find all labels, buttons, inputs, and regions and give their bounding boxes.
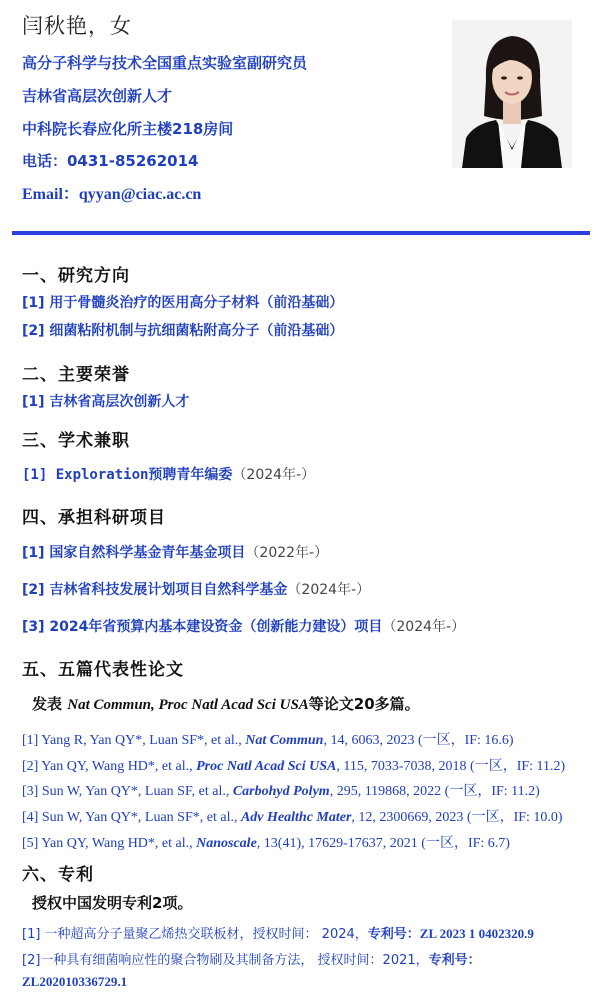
paper-item — [22, 729, 514, 749]
paper-item — [22, 780, 540, 800]
paper-details: , 13(41), 17629-17637, 2021 (一区，IF: 6.7) — [256, 836, 510, 851]
position-item-label: [1] Exploration预聘青年编委 — [22, 467, 233, 483]
patent-number: ZL 2023 1 0402320.9 — [419, 926, 534, 941]
project-date: （2022年-） — [245, 545, 329, 561]
patent-number: ZL202010336729.1 — [22, 974, 128, 989]
project-label: [3] 2024年省预算内基本建设资金（创新能力建设）项目 — [22, 619, 383, 635]
paper-authors: [3] Sun W, Yan QY*, Luan SF, et al., — [22, 784, 233, 799]
email[interactable]: Email：qyyan@ciac.ac.cn — [22, 186, 202, 203]
section-title-projects: 四、承担科研项目 — [22, 508, 166, 528]
paper-details: , 12, 2300669, 2023 (一区，IF: 10.0) — [351, 810, 563, 825]
profile-header — [0, 0, 600, 240]
person-name: 闫秋艳，女 — [22, 14, 132, 38]
project-date: （2024年-） — [287, 582, 371, 598]
project-date: （2024年-） — [382, 619, 466, 635]
office-address: 中科院长春应化所主楼218房间 — [22, 120, 234, 138]
honor-item: [1] 吉林省高层次创新人才 — [22, 394, 190, 410]
position-item-date: （2024年-） — [232, 467, 316, 483]
position-title: 高分子科学与技术全国重点实验室副研究员 — [22, 54, 308, 72]
paper-details: , 115, 7033-7038, 2018 (一区，IF: 11.2) — [336, 759, 566, 774]
patent-number-label: 专利号： — [428, 953, 481, 968]
paper-journal: Adv Healthc Mater — [240, 810, 352, 825]
section-title-papers: 五、五篇代表性论文 — [22, 660, 184, 680]
project-item — [22, 616, 465, 636]
research-item: [2] 细菌粘附机制与抗细菌粘附高分子（前沿基础） — [22, 323, 344, 339]
header-divider — [12, 231, 590, 235]
paper-authors: [5] Yan QY, Wang HD*, et al., — [22, 836, 197, 851]
papers-summary-pre: 发表 — [32, 695, 68, 713]
paper-details: , 14, 6063, 2023 (一区，IF: 16.6) — [323, 733, 514, 748]
section-title-patents: 六、专利 — [22, 865, 94, 885]
talent-title: 吉林省高层次创新人才 — [22, 87, 173, 105]
project-item — [22, 542, 328, 562]
section-title-research: 一、研究方向 — [22, 266, 130, 286]
patent-number-label: 专利号： — [367, 927, 420, 942]
paper-item — [22, 832, 510, 852]
portrait-photo — [452, 20, 572, 168]
paper-authors: [2] Yan QY, Wang HD*, et al., — [22, 759, 197, 774]
papers-summary-journals: Nat Commun, Proc Natl Acad Sci USA — [67, 697, 309, 713]
patent-text: [1] 一种超高分子量聚乙烯热交联板材，授权时间： 2024， — [22, 927, 368, 942]
patent-item — [22, 949, 481, 968]
paper-journal: Proc Natl Acad Sci USA — [196, 759, 337, 774]
paper-item — [22, 806, 563, 826]
phone: 电话：0431-85262014 — [22, 152, 199, 170]
paper-journal: Carbohyd Polym — [232, 784, 330, 799]
patent-number-line — [22, 974, 127, 990]
paper-authors: [4] Sun W, Yan QY*, Luan SF*, et al., — [22, 810, 241, 825]
patent-item — [22, 923, 534, 942]
paper-authors: [1] Yang R, Yan QY*, Luan SF*, et al., — [22, 733, 246, 748]
paper-journal: Nat Commun — [245, 733, 324, 748]
papers-summary — [32, 693, 420, 714]
research-item: [1] 用于骨髓炎治疗的医用高分子材料（前沿基础） — [22, 295, 344, 311]
section-title-honors: 二、主要荣誉 — [22, 365, 130, 385]
project-label: [1] 国家自然科学基金青年基金项目 — [22, 545, 246, 561]
project-label: [2] 吉林省科技发展计划项目自然科学基金 — [22, 582, 288, 598]
position-item — [22, 464, 315, 484]
paper-item — [22, 755, 565, 775]
paper-details: , 295, 119868, 2022 (一区，IF: 11.2) — [329, 784, 540, 799]
paper-journal: Nanoscale — [196, 836, 257, 851]
project-item — [22, 579, 370, 599]
papers-summary-post: 等论文20多篇。 — [308, 695, 420, 713]
section-title-positions: 三、学术兼职 — [22, 431, 130, 451]
patents-summary: 授权中国发明专利2项。 — [32, 894, 193, 912]
patent-text: [2]一种具有细菌响应性的聚合物刷及其制备方法， 授权时间：2021， — [22, 953, 429, 968]
